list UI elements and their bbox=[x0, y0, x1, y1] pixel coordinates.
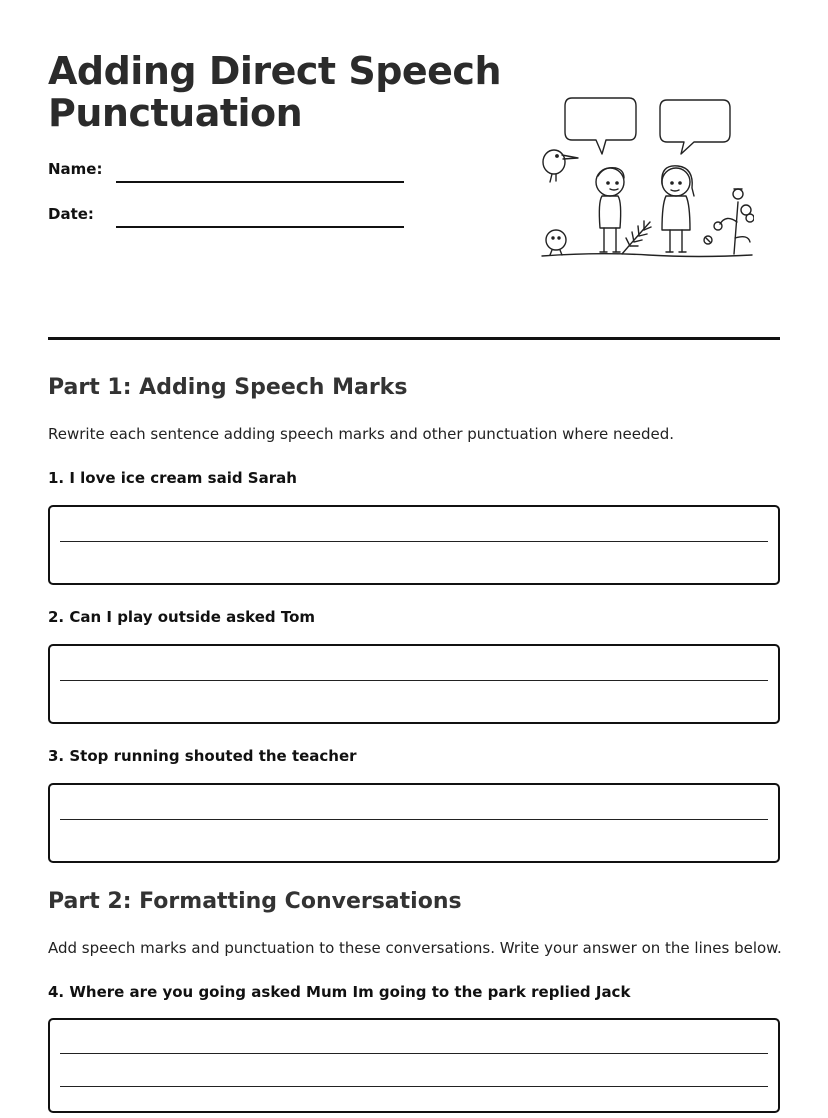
name-label: Name: bbox=[48, 160, 103, 178]
answer-box-1[interactable] bbox=[48, 505, 780, 585]
answer-line bbox=[60, 819, 768, 820]
question-2: 2. Can I play outside asked Tom bbox=[48, 608, 316, 626]
part2-heading: Part 2: Formatting Conversations bbox=[48, 889, 462, 914]
speech-bubble-left-icon bbox=[565, 98, 636, 154]
question-1: 1. I love ice cream said Sarah bbox=[48, 469, 297, 487]
fern-icon bbox=[622, 221, 651, 254]
answer-line bbox=[60, 680, 768, 681]
bird-icon bbox=[543, 150, 578, 182]
header-divider bbox=[48, 337, 780, 340]
question-4: 4. Where are you going asked Mum Im going to the park replied Jack bbox=[48, 983, 631, 1001]
speech-bubble-right-icon bbox=[660, 100, 730, 154]
answer-line bbox=[60, 541, 768, 542]
flower-plant-icon bbox=[704, 189, 754, 254]
creature-icon bbox=[546, 230, 566, 255]
boy-icon bbox=[596, 168, 624, 252]
question-3: 3. Stop running shouted the teacher bbox=[48, 747, 357, 765]
answer-box-3[interactable] bbox=[48, 783, 780, 863]
children-talking-illustration bbox=[538, 92, 754, 262]
ground-line bbox=[542, 254, 752, 257]
part1-instructions: Rewrite each sentence adding speech marks and other punctuation where needed. bbox=[48, 425, 674, 443]
date-label: Date: bbox=[48, 205, 94, 223]
answer-box-4[interactable] bbox=[48, 1018, 780, 1113]
answer-line bbox=[60, 1086, 768, 1087]
part2-instructions: Add speech marks and punctuation to these conversations. Write your answer on the lines below. bbox=[48, 939, 782, 957]
girl-icon bbox=[662, 166, 694, 252]
part1-heading: Part 1: Adding Speech Marks bbox=[48, 375, 408, 400]
answer-box-2[interactable] bbox=[48, 644, 780, 724]
answer-line bbox=[60, 1053, 768, 1054]
worksheet-title: Adding Direct Speech Punctuation bbox=[48, 49, 502, 135]
name-line[interactable] bbox=[116, 181, 404, 183]
date-line[interactable] bbox=[116, 226, 404, 228]
